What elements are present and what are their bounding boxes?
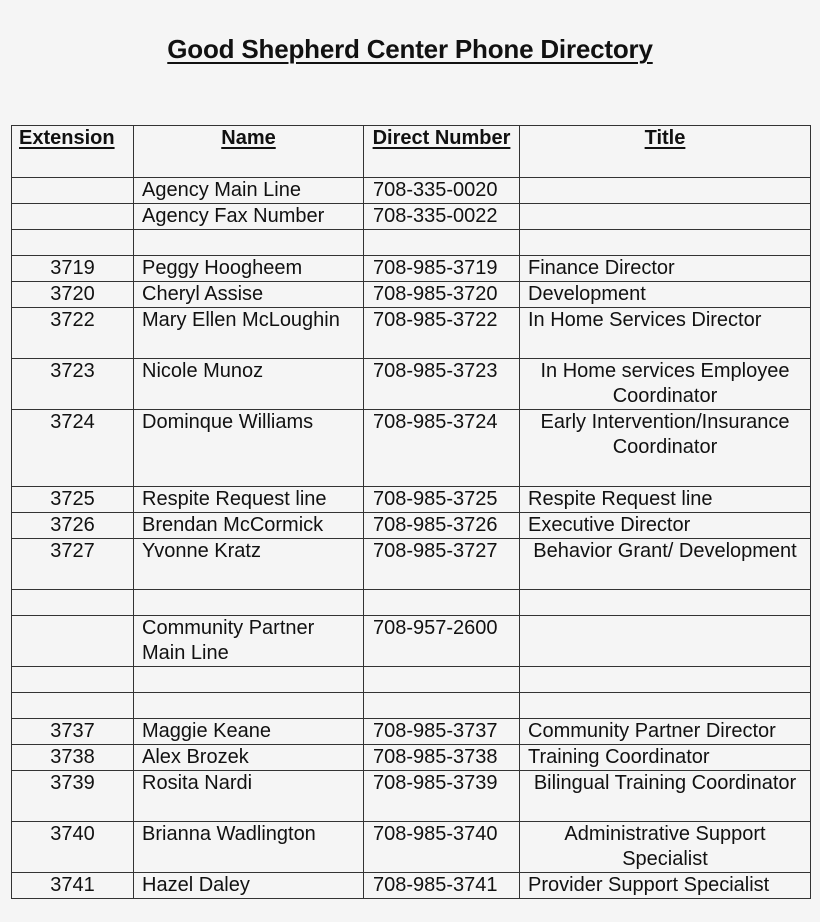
- name-cell: [134, 667, 364, 693]
- phone-cell: [364, 230, 520, 256]
- name-cell: Respite Request line: [134, 487, 364, 513]
- title-cell: [520, 178, 811, 204]
- phone-cell: [364, 667, 520, 693]
- table-row: [12, 539, 811, 590]
- name-cell: Agency Main Line: [134, 178, 364, 204]
- phone-cell: 708-985-3725: [364, 487, 520, 513]
- table-row: [12, 359, 811, 410]
- title-cell: Provider Support Specialist: [520, 873, 811, 899]
- column-header-extension: Extension: [12, 126, 134, 178]
- name-cell: Dominque Williams: [134, 410, 364, 487]
- name-cell: Alex Brozek: [134, 745, 364, 771]
- phone-cell: 708-985-3739: [364, 771, 520, 822]
- title-cell: [520, 590, 811, 616]
- table-row: [12, 410, 811, 487]
- extension-cell: 3725: [12, 487, 134, 513]
- table-row: [12, 204, 811, 230]
- title-cell: Administrative Support Specialist: [520, 822, 811, 873]
- title-cell: Behavior Grant/ Development: [520, 539, 811, 590]
- title-cell: In Home Services Director: [520, 308, 811, 359]
- extension-cell: 3724: [12, 410, 134, 487]
- name-cell: Maggie Keane: [134, 719, 364, 745]
- table-row: [12, 616, 811, 667]
- name-cell: [134, 590, 364, 616]
- title-cell: Early Intervention/Insurance Coordinator: [520, 410, 811, 487]
- title-cell: [520, 616, 811, 667]
- table-row: [12, 590, 811, 616]
- phone-cell: 708-985-3727: [364, 539, 520, 590]
- title-cell: [520, 204, 811, 230]
- extension-cell: 3741: [12, 873, 134, 899]
- phone-cell: 708-985-3720: [364, 282, 520, 308]
- name-cell: Community Partner Main Line: [134, 616, 364, 667]
- name-cell: Hazel Daley: [134, 873, 364, 899]
- extension-cell: 3723: [12, 359, 134, 410]
- title-cell: Finance Director: [520, 256, 811, 282]
- phone-cell: 708-335-0022: [364, 204, 520, 230]
- title-cell: Community Partner Director: [520, 719, 811, 745]
- phone-cell: [364, 693, 520, 719]
- extension-cell: 3726: [12, 513, 134, 539]
- column-header-direct-number: Direct Number: [364, 126, 520, 178]
- title-cell: Development: [520, 282, 811, 308]
- name-cell: [134, 230, 364, 256]
- phone-cell: 708-985-3724: [364, 410, 520, 487]
- extension-cell: [12, 667, 134, 693]
- name-cell: Nicole Munoz: [134, 359, 364, 410]
- table-row: [12, 667, 811, 693]
- table-row: [12, 873, 811, 899]
- title-cell: [520, 693, 811, 719]
- extension-cell: 3727: [12, 539, 134, 590]
- extension-cell: 3738: [12, 745, 134, 771]
- extension-cell: [12, 204, 134, 230]
- extension-cell: 3719: [12, 256, 134, 282]
- title-cell: Training Coordinator: [520, 745, 811, 771]
- phone-cell: 708-335-0020: [364, 178, 520, 204]
- extension-cell: 3740: [12, 822, 134, 873]
- phone-cell: 708-985-3740: [364, 822, 520, 873]
- phone-directory-table: [11, 125, 811, 899]
- column-header-title: Title: [520, 126, 811, 178]
- title-cell: Executive Director: [520, 513, 811, 539]
- name-cell: Brianna Wadlington: [134, 822, 364, 873]
- phone-cell: 708-985-3738: [364, 745, 520, 771]
- title-cell: In Home services Employee Coordinator: [520, 359, 811, 410]
- table-row: [12, 256, 811, 282]
- extension-cell: [12, 178, 134, 204]
- extension-cell: [12, 230, 134, 256]
- name-cell: Agency Fax Number: [134, 204, 364, 230]
- table-row: [12, 822, 811, 873]
- title-cell: Respite Request line: [520, 487, 811, 513]
- name-cell: Yvonne Kratz: [134, 539, 364, 590]
- table-header-row: [12, 126, 811, 178]
- title-cell: [520, 667, 811, 693]
- extension-cell: 3739: [12, 771, 134, 822]
- table-row: [12, 745, 811, 771]
- phone-cell: 708-985-3719: [364, 256, 520, 282]
- phone-cell: 708-957-2600: [364, 616, 520, 667]
- name-cell: Rosita Nardi: [134, 771, 364, 822]
- table-row: [12, 719, 811, 745]
- phone-cell: 708-985-3723: [364, 359, 520, 410]
- extension-cell: [12, 590, 134, 616]
- table-row: [12, 513, 811, 539]
- table-row: [12, 308, 811, 359]
- table-row: [12, 178, 811, 204]
- page-title: Good Shepherd Center Phone Directory: [167, 34, 653, 64]
- table-row: [12, 487, 811, 513]
- table-row: [12, 230, 811, 256]
- phone-cell: 708-985-3726: [364, 513, 520, 539]
- title-cell: [520, 230, 811, 256]
- extension-cell: [12, 693, 134, 719]
- name-cell: [134, 693, 364, 719]
- phone-cell: 708-985-3737: [364, 719, 520, 745]
- phone-cell: [364, 590, 520, 616]
- name-cell: Peggy Hoogheem: [134, 256, 364, 282]
- phone-cell: 708-985-3722: [364, 308, 520, 359]
- extension-cell: 3722: [12, 308, 134, 359]
- table-row: [12, 771, 811, 822]
- table-row: [12, 693, 811, 719]
- table-row: [12, 282, 811, 308]
- name-cell: Mary Ellen McLoughin: [134, 308, 364, 359]
- title-cell: Bilingual Training Coordinator: [520, 771, 811, 822]
- extension-cell: 3737: [12, 719, 134, 745]
- extension-cell: [12, 616, 134, 667]
- phone-cell: 708-985-3741: [364, 873, 520, 899]
- name-cell: Brendan McCormick: [134, 513, 364, 539]
- name-cell: Cheryl Assise: [134, 282, 364, 308]
- column-header-name: Name: [134, 126, 364, 178]
- extension-cell: 3720: [12, 282, 134, 308]
